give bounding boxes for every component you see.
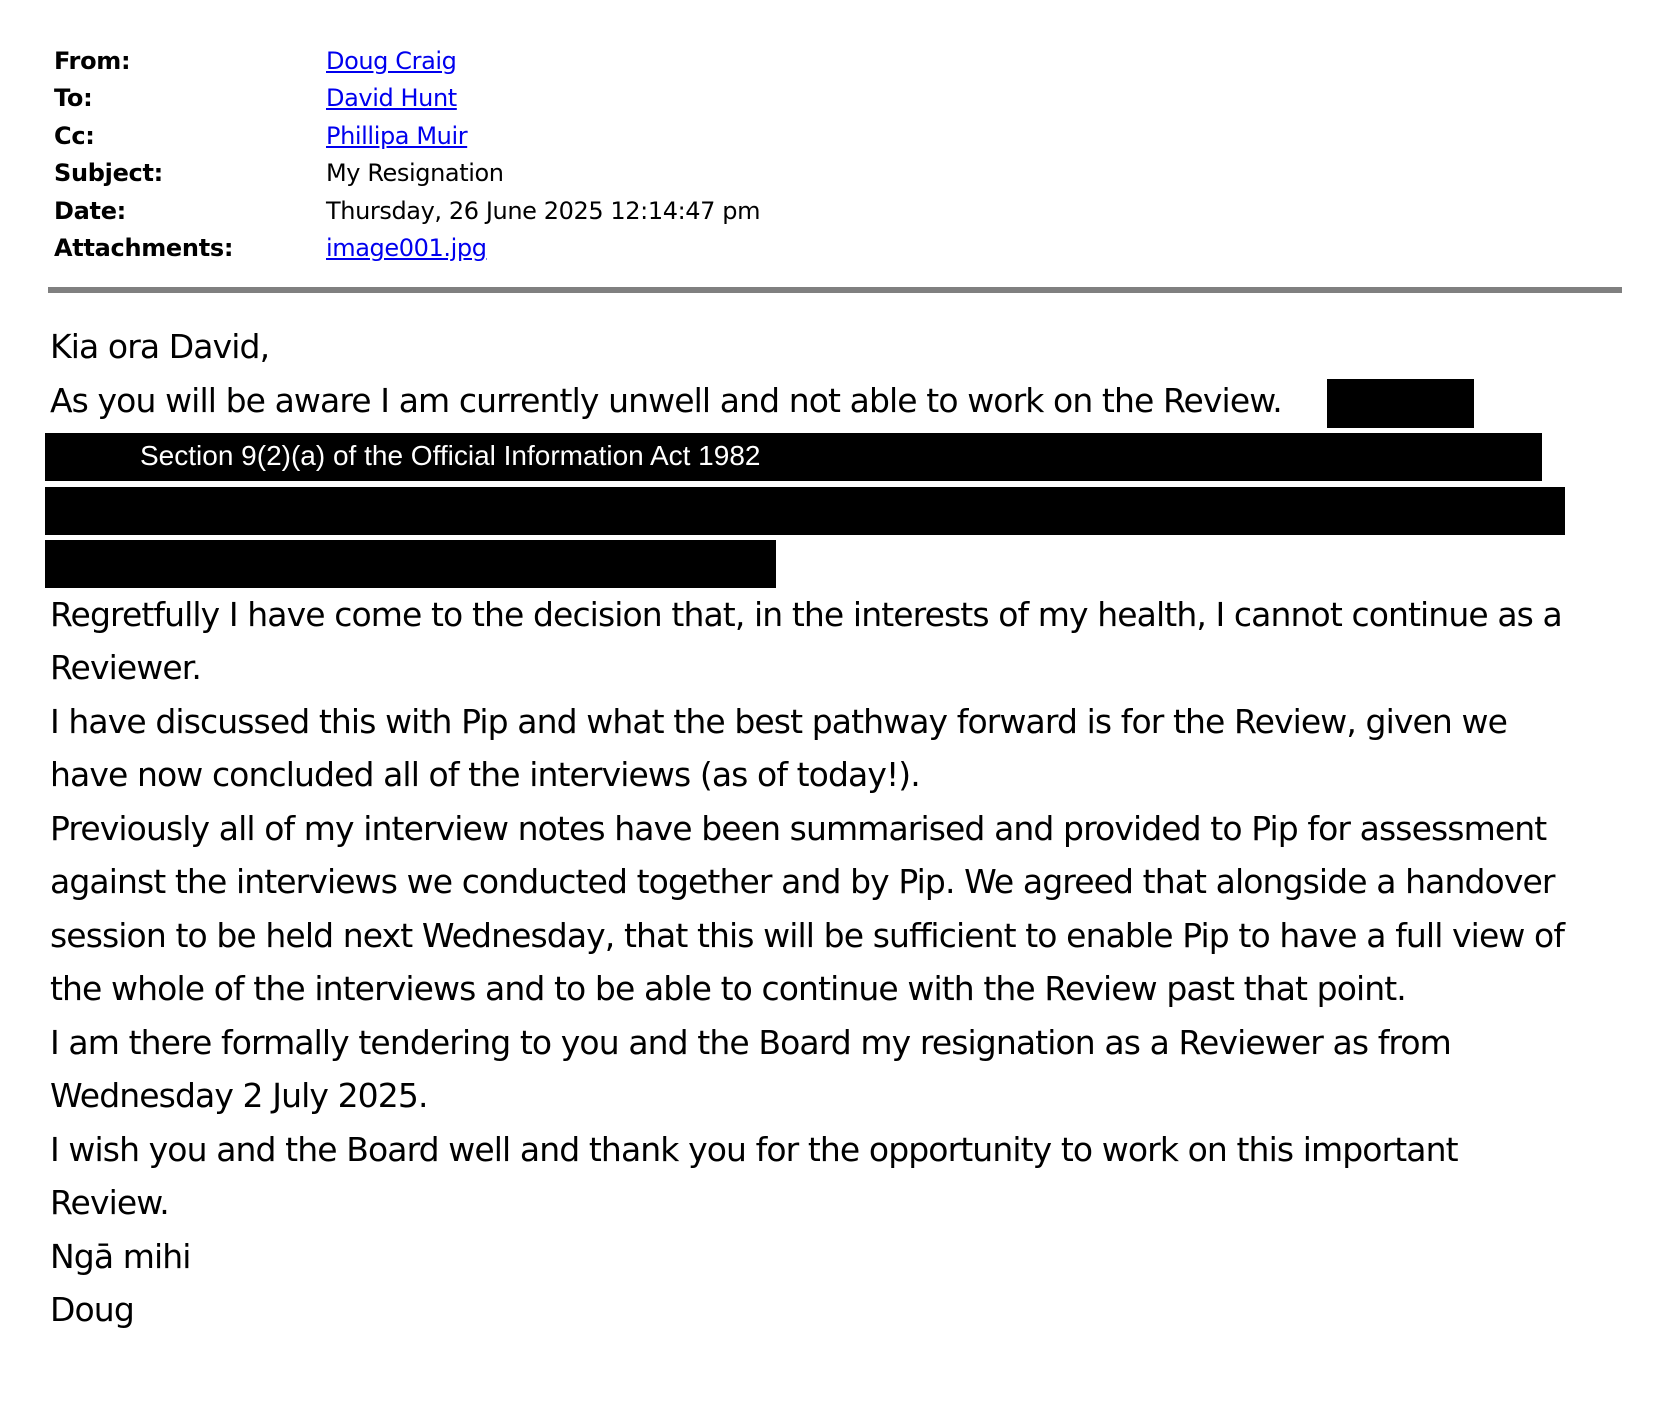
body-line: have now concluded all of the interviews (as of today!).	[50, 755, 920, 794]
date-label: Date:	[54, 196, 126, 225]
body-line: Previously all of my interview notes have been summarised and provided to Pip for assessment	[50, 808, 1547, 848]
attachment-link[interactable]: image001.jpg	[326, 234, 487, 263]
body-line: the whole of the interviews and to be able to continue with the Review past that point.	[50, 969, 1406, 1008]
email-header	[54, 42, 760, 267]
subject-row	[54, 155, 760, 193]
date-row	[54, 192, 760, 230]
subject-value: My Resignation	[326, 159, 504, 188]
to-row	[54, 80, 760, 118]
cc-label: Cc:	[54, 121, 95, 150]
attachments-label: Attachments:	[54, 234, 234, 263]
body-line: against the interviews we conducted together and by Pip. We agreed that alongside a handover	[50, 862, 1555, 901]
header-divider	[48, 287, 1622, 293]
body-line: Regretfully I have come to the decision that, in the interests of my health, I cannot continue as a	[50, 594, 1562, 634]
body-line: As you will be aware I am currently unwell and not able to work on the Review.	[50, 380, 1282, 420]
redaction-box	[45, 540, 776, 588]
body-line: I wish you and the Board well and thank you for the opportunity to work on this important	[50, 1129, 1458, 1169]
to-link[interactable]: David Hunt	[326, 84, 457, 113]
body-line-greeting: Kia ora David,	[50, 327, 270, 366]
from-label: From:	[54, 46, 131, 75]
redaction-box	[1327, 379, 1474, 428]
from-link[interactable]: Doug Craig	[326, 46, 457, 75]
body-line-signoff: Ngā mihi	[50, 1236, 191, 1276]
body-line: Review.	[50, 1183, 169, 1222]
attachments-row	[54, 230, 760, 268]
body-line: Reviewer.	[50, 648, 201, 687]
cc-link[interactable]: Phillipa Muir	[326, 121, 468, 150]
redaction-label: Section 9(2)(a) of the Official Information Act 1982	[140, 440, 761, 471]
date-value: Thursday, 26 June 2025 12:14:47 pm	[326, 196, 761, 225]
body-line: I have discussed this with Pip and what the best pathway forward is for the Review, given we	[50, 701, 1508, 741]
subject-label: Subject:	[54, 159, 163, 188]
redaction-box	[45, 433, 1542, 481]
from-row	[54, 42, 760, 80]
to-label: To:	[54, 84, 93, 113]
cc-row	[54, 117, 760, 155]
body-line: Wednesday 2 July 2025.	[50, 1076, 428, 1115]
body-line: I am there formally tendering to you and the Board my resignation as a Reviewer as from	[50, 1022, 1451, 1062]
body-line: session to be held next Wednesday, that this will be sufficient to enable Pip to have a full view of	[50, 915, 1565, 955]
redaction-box	[45, 487, 1565, 535]
body-line-signature: Doug	[50, 1290, 134, 1329]
